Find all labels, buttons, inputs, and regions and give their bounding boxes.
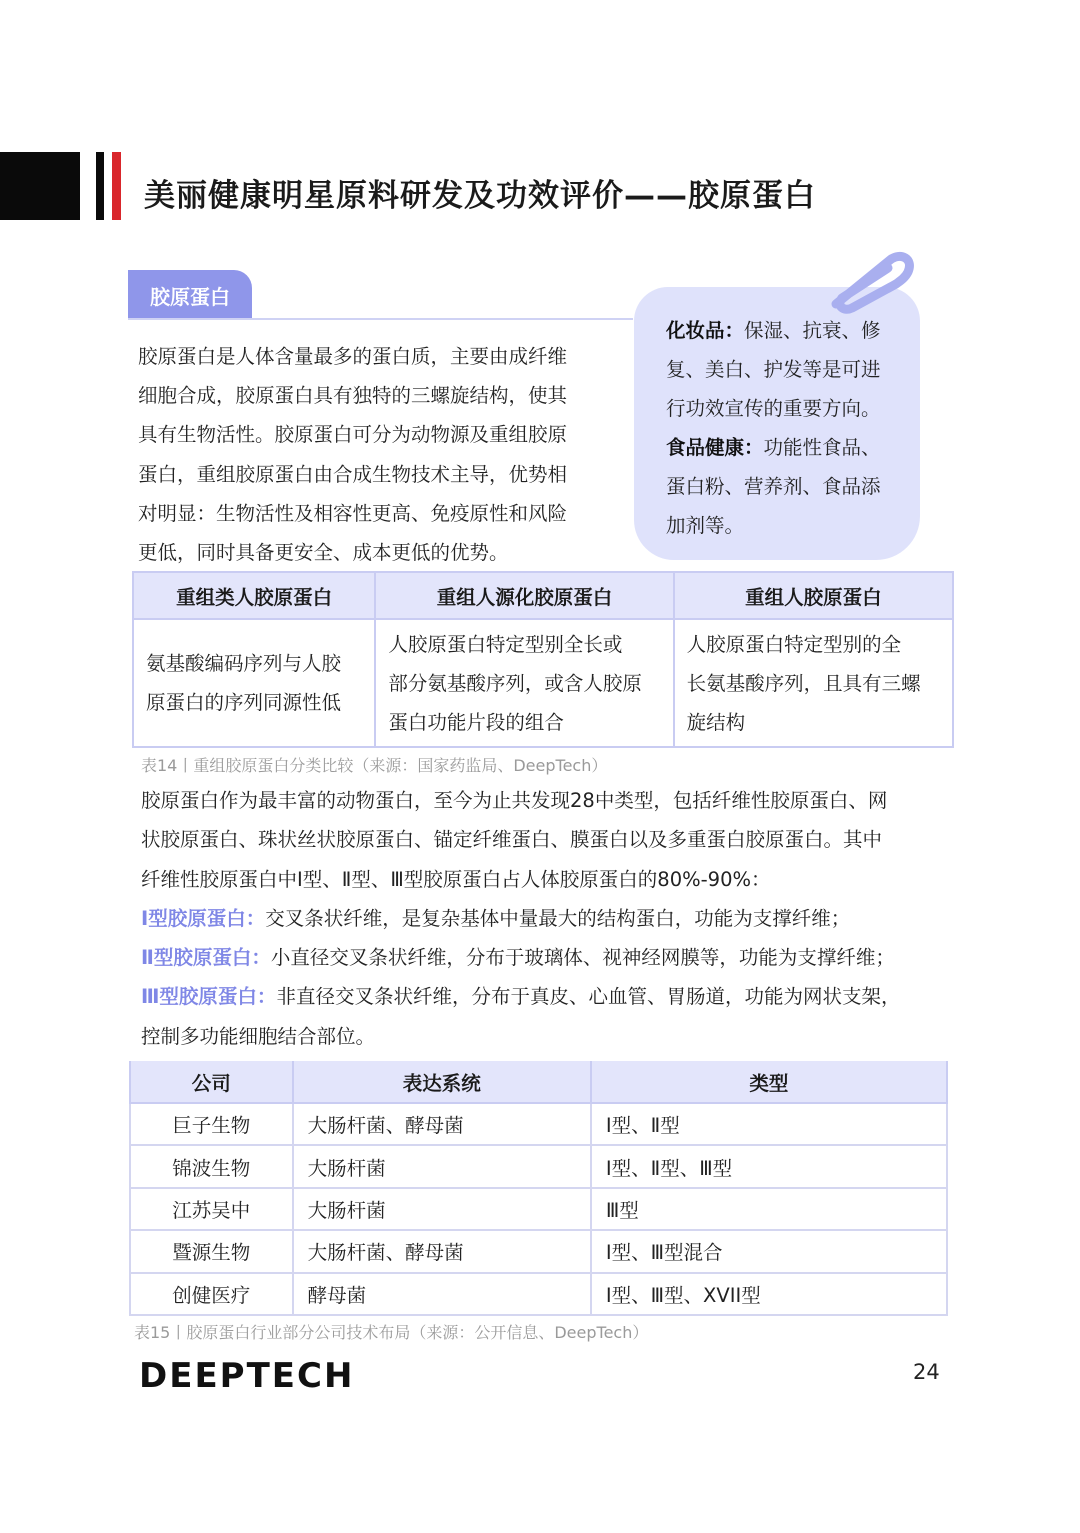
cell-line: 旋结构 — [686, 710, 746, 734]
type-cell: Ⅰ型、Ⅲ型混合 — [591, 1230, 947, 1272]
page-title: 美丽健康明星原料研发及功效评价——胶原蛋白 — [144, 178, 816, 214]
intro-line: 细胞合成，胶原蛋白具有独特的三螺旋结构，使其 — [138, 384, 568, 408]
type-label: Ⅱ型胶原蛋白： — [141, 946, 271, 970]
cell-line: 人胶原蛋白特定型别全长或 — [388, 632, 623, 656]
company-cell: 创健医疗 — [130, 1273, 293, 1315]
page-number: 24 — [913, 1360, 940, 1384]
cosmetics-text: 行功效宣传的重要方向。 — [666, 397, 881, 420]
cell-line: 氨基酸编码序列与人胶 — [146, 652, 342, 675]
body-paragraph — [141, 781, 941, 1056]
intro-line: 对明显：生物活性及相容性更高、免疫原性和风险 — [138, 501, 568, 525]
intro-paragraph — [138, 337, 614, 572]
company-cell: 锦波生物 — [130, 1145, 293, 1187]
food-label: 食品健康： — [666, 436, 764, 459]
table-row — [130, 1103, 947, 1145]
table-row — [130, 1230, 947, 1272]
type-item — [141, 977, 941, 1016]
food-text: 蛋白粉、营养剂、食品添 — [666, 475, 881, 498]
body-line: 控制多功能细胞结合部位。 — [141, 1024, 376, 1048]
header-thin-bar — [96, 152, 104, 220]
table-cell — [133, 619, 375, 747]
company-cell: 江苏吴中 — [130, 1188, 293, 1230]
company-cell: 巨子生物 — [130, 1103, 293, 1145]
intro-line: 更低，同时具备更安全、成本更低的优势。 — [138, 541, 509, 565]
type-text: 小直径交叉条状纤维，分布于玻璃体、视神经网膜等，功能为支撑纤维； — [270, 946, 895, 970]
cell-line: 部分氨基酸序列，或含人胶原 — [388, 671, 642, 695]
deeptech-logo: DEEPTECH — [139, 1356, 355, 1396]
intro-line: 具有生物活性。胶原蛋白可分为动物源及重组胶原 — [138, 423, 568, 447]
table-row — [133, 619, 953, 747]
type-text: 非直径交叉条状纤维，分布于真皮、心血管、胃肠道，功能为网状支架， — [276, 985, 901, 1009]
cosmetics-label: 化妆品： — [666, 319, 745, 342]
section-tag: 胶原蛋白 — [128, 270, 252, 320]
table-header: 重组类人胶原蛋白 — [133, 572, 375, 619]
type-cell: Ⅰ型、Ⅱ型 — [591, 1103, 947, 1145]
company-cell: 暨源生物 — [130, 1230, 293, 1272]
expression-cell: 大肠杆菌、酵母菌 — [293, 1103, 591, 1145]
type-label: Ⅲ型胶原蛋白： — [141, 985, 277, 1009]
recombinant-collagen-table — [132, 571, 954, 748]
table-row — [130, 1145, 947, 1187]
table-caption: 表15丨胶原蛋白行业部分公司技术布局（来源：公开信息、DeepTech） — [134, 1323, 649, 1342]
expression-cell: 大肠杆菌、酵母菌 — [293, 1230, 591, 1272]
header-black-block — [0, 152, 80, 220]
cell-line: 原蛋白的序列同源性低 — [146, 691, 342, 714]
cell-line: 人胶原蛋白特定型别的全 — [686, 632, 902, 656]
type-cell: Ⅰ型、Ⅲ型、XVII型 — [591, 1273, 947, 1315]
body-line: 纤维性胶原蛋白中Ⅰ型、Ⅱ型、Ⅲ型胶原蛋白占人体胶原蛋白的80%-90%： — [141, 867, 771, 891]
food-text: 功能性食品、 — [763, 436, 881, 459]
type-cell: Ⅲ型 — [591, 1188, 947, 1230]
table-cell — [674, 619, 953, 747]
table-row — [130, 1273, 947, 1315]
expression-cell: 大肠杆菌 — [293, 1145, 591, 1187]
cosmetics-text: 复、美白、护发等是可进 — [666, 358, 881, 381]
table-header: 重组人源化胶原蛋白 — [375, 572, 673, 619]
food-text: 加剂等。 — [666, 514, 745, 537]
intro-line: 蛋白，重组胶原蛋白由合成生物技术主导，优势相 — [138, 462, 568, 486]
table-header: 重组人胶原蛋白 — [674, 572, 953, 619]
table-row — [130, 1188, 947, 1230]
body-line: 胶原蛋白作为最丰富的动物蛋白，至今为止共发现28中类型，包括纤维性胶原蛋白、网 — [141, 789, 888, 812]
table-header: 类型 — [591, 1061, 947, 1103]
section-divider — [128, 318, 633, 320]
intro-line: 胶原蛋白是人体含量最多的蛋白质，主要由成纤维 — [138, 345, 568, 368]
table-header: 表达系统 — [293, 1061, 591, 1103]
expression-cell: 酵母菌 — [293, 1273, 591, 1315]
body-line: 状胶原蛋白、珠状丝状胶原蛋白、锚定纤维蛋白、膜蛋白以及多重蛋白胶原蛋白。其中 — [141, 828, 883, 852]
table-caption: 表14丨重组胶原蛋白分类比较（来源：国家药监局、DeepTech） — [141, 756, 608, 775]
type-item — [141, 899, 941, 938]
type-cell: Ⅰ型、Ⅱ型、Ⅲ型 — [591, 1145, 947, 1187]
application-callout — [634, 287, 920, 560]
expression-cell: 大肠杆菌 — [293, 1188, 591, 1230]
paperclip-icon — [818, 246, 918, 316]
company-technology-table — [129, 1061, 948, 1316]
cell-line: 蛋白功能片段的组合 — [388, 710, 564, 734]
type-label: Ⅰ型胶原蛋白： — [141, 906, 266, 930]
header-red-bar — [112, 152, 121, 220]
cell-line: 长氨基酸序列，且具有三螺 — [686, 671, 921, 695]
type-item — [141, 938, 941, 977]
cosmetics-text: 保湿、抗衰、修 — [744, 319, 881, 342]
table-cell — [375, 619, 673, 747]
table-header: 公司 — [130, 1061, 293, 1103]
type-text: 交叉条状纤维，是复杂基体中量最大的结构蛋白，功能为支撑纤维； — [265, 906, 851, 930]
